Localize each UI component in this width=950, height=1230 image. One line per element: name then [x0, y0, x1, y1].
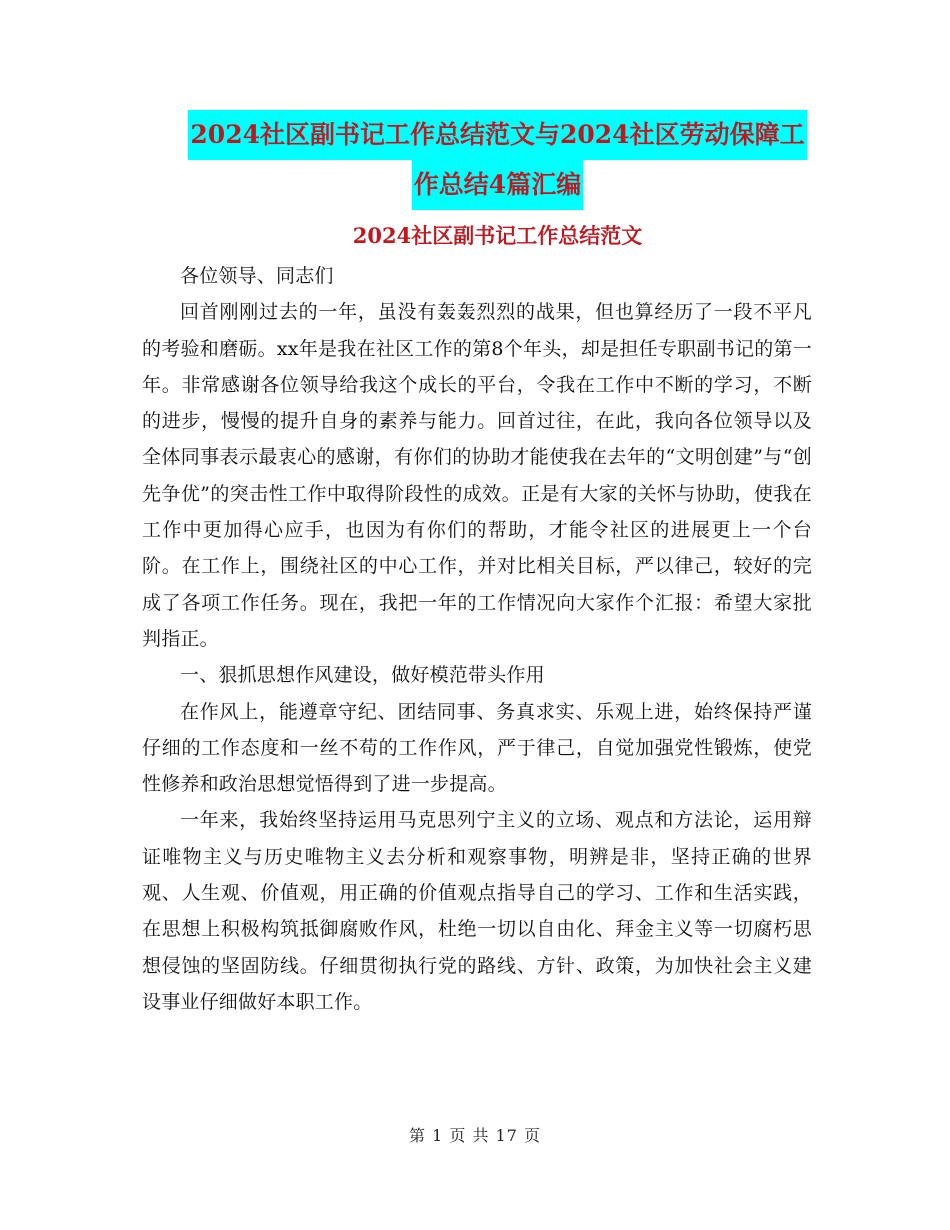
paragraph: 在作风上，能遵章守纪、团结同事、务真求实、乐观上进，始终保持严谨仔细的工作态度和一丝不苟的工作作风，严于律己，自觉加强党性锻炼，使党性修养和政治思想觉悟得到了进一步提高。 [142, 700, 812, 796]
section-title: 2024社区副书记工作总结范文 [352, 223, 643, 248]
title-line-1: 2024社区副书记工作总结范文与2024社区劳动保障工 [188, 110, 806, 160]
section-heading: 一、狠抓思想作风建设，做好模范带头作用 [180, 664, 545, 687]
salutation: 各位领导、同志们 [180, 265, 334, 287]
page-number-footer: 第 1 页 共 17 页 [409, 1126, 541, 1145]
document-body [142, 258, 812, 1020]
paragraph: 一年来，我始终坚持运用马克思列宁主义的立场、观点和方法论，运用辩证唯物主义与历史唯物主义去分析和观察事物，明辨是非，坚持正确的世界观、人生观、价值观，用正确的价值观点指导自己的学习、工作和生活实践，在思想上积极构筑抵御腐败作风，杜绝一切以自由化、拜金主义等一切腐朽思想侵蚀的坚固防线。仔细贯彻执行党的路线、方针、政策，为加快社会主义建设事业仔细做好本职工作。 [142, 809, 812, 1013]
document-title [140, 110, 855, 210]
title-line-2: 作总结4篇汇编 [412, 160, 583, 210]
paragraph: 回首刚刚过去的一年，虽没有轰轰烈烈的战果，但也算经历了一段不平凡的考验和磨砺。xx年是我在社区工作的第8个年头，却是担任专职副书记的第一年。非常感谢各位领导给我这个成长的平台，令我在工作中不断的学习，不断的进步，慢慢的提升自身的素养与能力。回首过往，在此，我向各位领导以及全体同事表示最衷心的感谢，有你们的协助才能使我在去年的“文明创建”与“创先争优”的突击性工作中取得阶段性的成效。正是有大家的关怀与协助，使我在工作中更加得心应手，也因为有你们的帮助，才能令社区的进展更上一个台阶。在工作上，围绕社区的中心工作，并对比相关目标，严以律己，较好的完成了各项工作任务。现在，我把一年的工作情况向大家作个汇报：希望大家批判指正。 [142, 301, 812, 650]
